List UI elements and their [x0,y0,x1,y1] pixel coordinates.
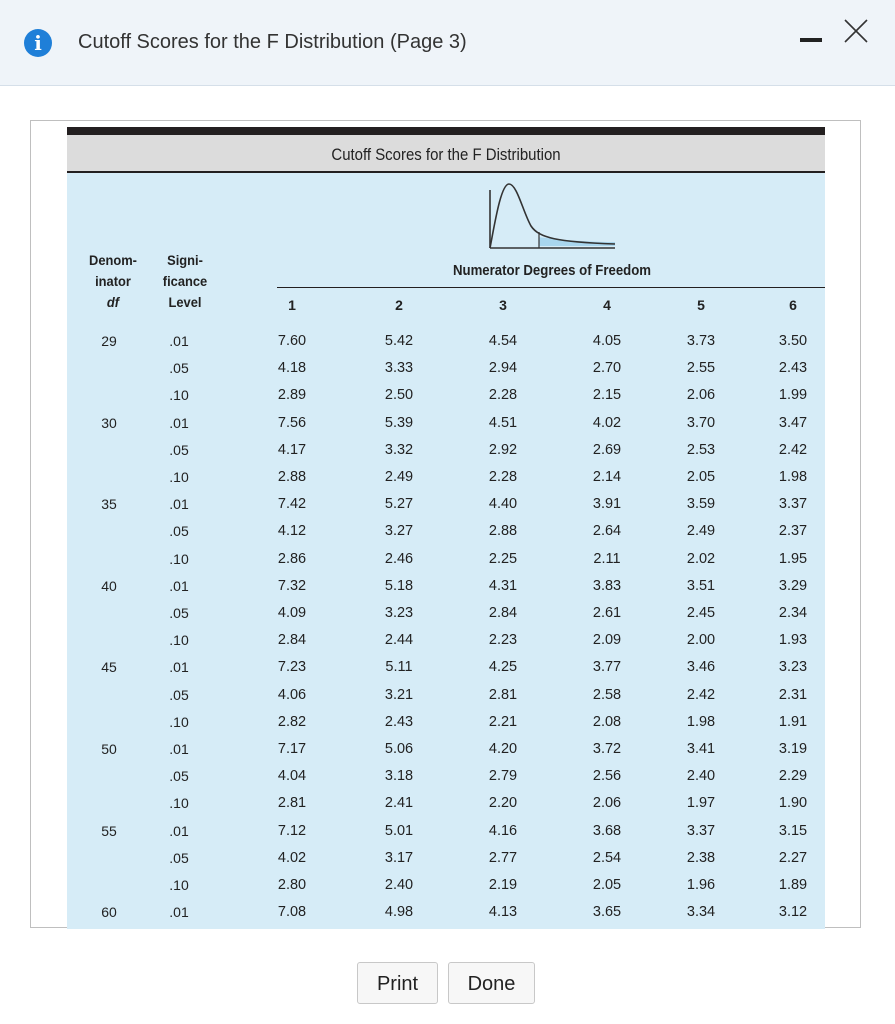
table-cell: 1.98 [778,469,808,485]
table-cell: 2.11 [593,550,621,567]
table-cell: 4.02 [277,849,307,866]
table-cell: 2.40 [686,768,716,785]
table-cell: 2.31 [778,686,808,703]
header-sig-line3: Level [168,294,202,310]
table-cell: 4.17 [277,441,307,458]
done-button[interactable]: Done [448,962,535,1004]
table-cell: 2.02 [686,550,716,567]
row-significance: .01 [169,333,189,349]
table-cell: 4.05 [592,333,622,349]
table-cell: 4.12 [277,523,307,540]
table-cell: 7.56 [277,414,307,431]
table-cell: 2.88 [277,469,307,485]
row-significance: .01 [169,741,189,757]
table-cell: 2.40 [384,877,414,893]
table-cell: 2.06 [686,387,716,404]
table-cell: 2.69 [592,441,622,458]
numerator-header-rule [277,287,825,288]
column-header-6: 6 [789,297,797,313]
table-cell: 2.21 [488,713,518,730]
denominator-df-header [76,250,150,313]
table-cell: 2.46 [384,550,414,567]
f-distribution-curve-icon [487,182,617,257]
table-cell: 1.91 [778,713,808,730]
table-cell: 7.60 [277,333,307,349]
table-cell: 4.51 [488,414,518,431]
row-df: 29 [101,333,117,349]
table-cell: 3.73 [686,333,716,349]
close-icon [841,16,871,46]
table-cell: 4.25 [488,659,518,676]
table-cell: 4.04 [277,768,307,785]
table-cell: 2.19 [488,877,518,893]
table-cell: 3.51 [686,577,716,594]
table-cell: 2.56 [592,768,622,785]
table-cell: 2.82 [277,713,307,730]
header-sig-line2: ficance [162,273,208,289]
table-cell: 2.43 [384,713,414,730]
table-cell: 2.50 [384,387,414,404]
table-cell: 2.28 [488,387,518,404]
table-cell: 4.02 [592,414,622,431]
table-cell: 2.84 [277,632,307,649]
table-cell: 3.77 [592,659,622,676]
table-cell: 3.37 [686,822,716,839]
table-cell: 5.27 [384,496,414,513]
table-cell: 2.80 [277,877,307,893]
row-significance: .01 [169,496,189,513]
table-cell: 2.09 [592,632,622,649]
table-cell: 3.23 [384,605,414,621]
table-cell: 3.18 [384,768,414,785]
row-significance: .10 [169,713,189,730]
column-header-4: 4 [603,297,611,313]
table-cell: 1.97 [686,795,716,812]
table-cell: 2.55 [686,360,716,377]
info-icon: i [24,29,52,57]
column-header-3: 3 [499,297,507,313]
table-cell: 4.18 [277,360,307,377]
table-cell: 3.21 [384,686,414,703]
table-cell: 7.12 [277,822,307,839]
table-cell: 1.93 [778,632,808,649]
table-cell: 2.54 [592,849,622,866]
significance-level-header [152,250,218,313]
table-cell: 3.47 [778,414,808,431]
row-df: 30 [101,414,117,431]
table-cell: 3.19 [778,741,808,757]
table-cell: 2.00 [686,632,716,649]
column-header-1: 1 [288,297,296,313]
table-cell: 4.06 [277,686,307,703]
table-cell: 3.27 [384,523,414,540]
table-cell: 2.81 [277,795,307,812]
row-significance: .10 [169,550,189,567]
row-significance: .10 [169,632,189,649]
row-df: 45 [101,659,117,676]
table-cell: 2.42 [686,686,716,703]
numerator-df-header: Numerator Degrees of Freedom [452,262,652,279]
dialog-titlebar [0,0,895,86]
table-cell: 3.17 [384,849,414,866]
minimize-icon [800,38,822,42]
table-cell: 3.83 [592,577,622,594]
table-cell: 2.94 [488,360,518,377]
table-cell: 3.29 [778,577,808,594]
row-significance: .05 [169,605,189,621]
table-cell: 2.49 [686,523,716,540]
table-cell: 4.98 [384,904,414,921]
row-df: 55 [101,822,117,839]
table-cell: 7.17 [277,741,307,757]
table-cell: 3.32 [384,441,414,458]
table-cell: 3.68 [592,822,622,839]
header-sig-line1: Signi- [167,252,203,268]
table-cell: 4.16 [488,822,518,839]
table-cell: 4.20 [488,741,518,757]
table-cell: 2.64 [592,523,622,540]
table-cell: 1.90 [778,795,808,812]
table-cell: 3.23 [778,659,808,676]
table-cell: 2.45 [686,605,716,621]
row-significance: .01 [169,659,189,676]
table-cell: 7.08 [277,904,307,921]
table-cell: 3.41 [686,741,716,757]
table-cell: 3.37 [778,496,808,513]
header-df-line2: inator [95,273,131,289]
table-cell: 2.58 [592,686,622,703]
table-cell: 2.84 [488,605,518,621]
row-significance: .05 [169,441,189,458]
row-significance: .01 [169,822,189,839]
header-df-line3: df [106,294,120,310]
table-cell: 2.25 [488,550,518,567]
table-cell: 3.12 [778,904,808,921]
header-df-line1: Denom- [89,252,137,268]
table-cell: 2.89 [277,387,307,404]
row-significance: .10 [169,469,189,485]
table-cell: 4.09 [277,605,307,621]
close-button[interactable] [841,16,871,46]
row-significance: .05 [169,523,189,540]
row-significance: .05 [169,768,189,785]
table-cell: 5.06 [384,741,414,757]
row-significance: .10 [169,877,189,893]
table-cell: 3.59 [686,496,716,513]
table-cell: 2.42 [778,441,808,458]
table-cell: 4.54 [488,333,518,349]
table-caption: Cutoff Scores for the F Distribution [331,145,561,164]
table-cell: 2.23 [488,632,518,649]
table-cell: 1.99 [778,387,808,404]
column-header-5: 5 [697,297,705,313]
row-significance: .01 [169,577,189,594]
dialog-title: Cutoff Scores for the F Distribution (Page 3) [78,31,467,53]
row-significance: .01 [169,904,189,921]
table-cell: 2.88 [488,523,518,540]
caption-band [67,135,825,173]
table-cell: 2.79 [488,768,518,785]
table-cell: 2.37 [778,523,808,540]
table-cell: 2.14 [592,469,622,485]
row-significance: .10 [169,795,189,812]
print-button[interactable]: Print [357,962,438,1004]
row-significance: .05 [169,360,189,377]
table-cell: 1.98 [686,713,716,730]
table-cell: 5.39 [384,414,414,431]
row-significance: .05 [169,849,189,866]
table-cell: 3.50 [778,333,808,349]
table-cell: 2.15 [592,387,622,404]
table-cell: 2.20 [488,795,518,812]
table-cell: 2.86 [277,550,307,567]
row-significance: .05 [169,686,189,703]
table-cell: 5.18 [384,577,414,594]
table-cell: 4.40 [488,496,518,513]
table-top-rule [67,127,825,135]
table-cell: 2.28 [488,469,518,485]
table-cell: 3.46 [686,659,716,676]
table-cell: 3.33 [384,360,414,377]
table-cell: 2.34 [778,605,808,621]
table-cell: 2.49 [384,469,414,485]
table-cell: 3.65 [592,904,622,921]
table-cell: 3.70 [686,414,716,431]
table-cell: 2.92 [488,441,518,458]
table-cell: 2.38 [686,849,716,866]
table-cell: 4.31 [488,577,518,594]
table-cell: 5.11 [385,659,413,676]
table-cell: 2.61 [592,605,622,621]
row-df: 50 [101,741,117,757]
row-significance: .01 [169,414,189,431]
table-cell: 3.34 [686,904,716,921]
table-cell: 2.27 [778,849,808,866]
row-df: 40 [101,577,117,594]
table-cell: 2.08 [592,713,622,730]
table-cell: 2.05 [592,877,622,893]
table-cell: 7.23 [277,659,307,676]
table-cell: 2.70 [592,360,622,377]
column-header-2: 2 [395,297,403,313]
table-cell: 2.05 [686,469,716,485]
table-cell: 2.41 [384,795,414,812]
table-cell: 7.42 [277,496,307,513]
table-cell: 5.42 [384,333,414,349]
table-cell: 3.72 [592,741,622,757]
table-cell: 2.29 [778,768,808,785]
row-df: 60 [101,904,117,921]
table-cell: 2.81 [488,686,518,703]
minimize-button[interactable] [798,28,824,48]
row-df: 35 [101,496,117,513]
table-cell: 1.96 [686,877,716,893]
table-cell: 2.53 [686,441,716,458]
row-significance: .10 [169,387,189,404]
table-cell: 5.01 [384,822,414,839]
table-cell: 3.91 [592,496,622,513]
table-cell: 2.43 [778,360,808,377]
f-distribution-table [67,127,825,929]
table-cell: 2.06 [592,795,622,812]
table-cell: 3.15 [778,822,808,839]
table-cell: 2.44 [384,632,414,649]
table-cell: 1.95 [778,550,808,567]
table-cell: 1.89 [778,877,808,893]
table-cell: 4.13 [488,904,518,921]
table-cell: 2.77 [488,849,518,866]
table-cell: 7.32 [277,577,307,594]
